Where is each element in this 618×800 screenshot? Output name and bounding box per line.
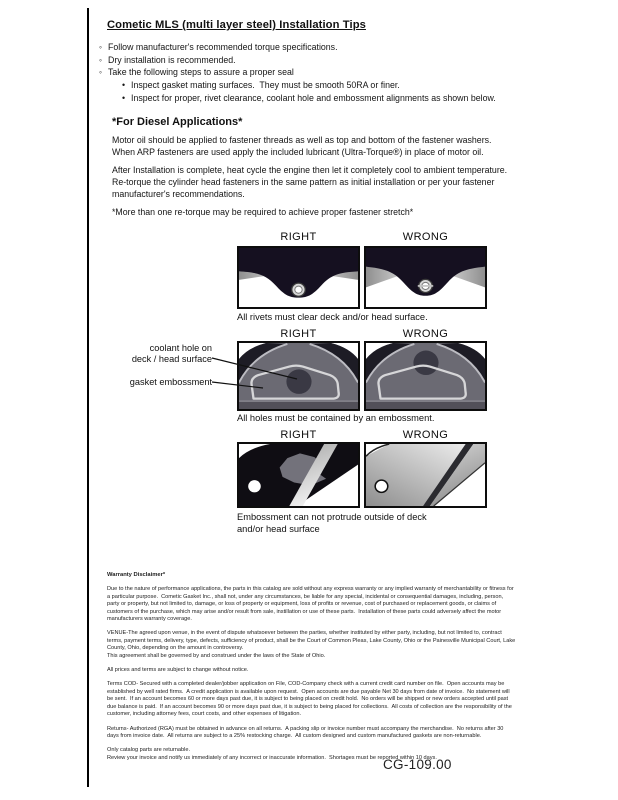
returnable-line: Only catalog parts are returnable. [107, 747, 191, 754]
bullet-circle-icon: ◦ [99, 54, 103, 65]
list-item-text: Follow manufacturer's recommended torque specifications. [108, 42, 338, 52]
left-rule-divider [87, 8, 89, 787]
rivet-clear-diagram-icon [239, 248, 358, 307]
row2-caption: All holes must be contained by an embossment. [237, 413, 435, 423]
caption-line: and/or head surface [237, 523, 320, 534]
bullet-dot-icon: • [122, 92, 126, 103]
diagram-protrusion-right-panel [237, 442, 360, 508]
returns-paragraph: Returns- Authorized (RGA) must be obtained in advance on all returns. A packing slip or invoice number must accompany the merchandise. No returns after 30 days from invoice date. All returns are subject to a 25% restocking charge. All custom designed and custom manufactured gaskets are non-returnable. [107, 725, 505, 739]
leader-lines-icon [209, 350, 305, 395]
diagram-rivet-right-panel [237, 246, 360, 309]
wrong-label-row1: WRONG [402, 231, 449, 243]
annotation-text: deck / head surface [131, 353, 212, 364]
embossment-outside-deck-icon [366, 444, 485, 506]
bullet-dot-icon: • [122, 80, 126, 91]
row3-caption [237, 512, 507, 535]
review-invoice-line: Review your invoice and notify us immediately of any incorrect or inaccurate information. Shortages must be reported within 10 days. [107, 754, 437, 761]
gasket-embossment-annotation: gasket embossment [129, 377, 212, 387]
warranty-disclaimer-heading: Warranty Disclaimer* [107, 572, 166, 578]
venue-paragraph: VENUE-The agreed upon venue, in the event of dispute whatsoever between the parties, whether instituted by either party, including, but not limited to, contract terms, payment terms, delivery, type, defects, sufficiency of product, shall be the Court of Common Pleas, Lake County, Ohio or the Painesville Municipal Court, Lake County, Ohio, depending on the amount in controversy. [107, 630, 517, 652]
prices-terms-line: All prices and terms are subject to change without notice. [107, 667, 249, 674]
list-item-text: Dry installation is recommended. [108, 54, 236, 65]
diagram-protrusion-wrong-panel [364, 442, 487, 508]
right-label-row3: RIGHT [280, 429, 317, 441]
list-item-text: Inspect gasket mating surfaces. They must be smooth 50RA or finer. [131, 80, 400, 91]
coolant-hole-annotation [108, 343, 212, 364]
right-label-row1: RIGHT [280, 231, 317, 243]
diesel-paragraph-1: Motor oil should be applied to fastener threads as well as top and bottom of the fastener washers. When ARP fasteners are used apply the included lubricant (Ultra-Torque®) in place of motor oil. [112, 135, 494, 157]
diagram-rivet-wrong-panel [364, 246, 487, 309]
right-label-row2: RIGHT [280, 328, 317, 340]
wrong-label-row3: WRONG [402, 429, 449, 441]
diesel-paragraph-2: After Installation is complete, heat cycle the engine then let it completely cool to ambient temperature. Re-torque the cylinder head fasteners in the same pattern as initial installation or per your fastener manufacturer's recommendations. [112, 165, 510, 199]
page-title: Cometic MLS (multi layer steel) Installation Tips [107, 19, 366, 31]
diesel-applications-heading: *For Diesel Applications* [112, 116, 243, 128]
bullet-circle-icon: ◦ [99, 67, 103, 78]
row1-caption: All rivets must clear deck and/or head surface. [237, 312, 428, 322]
list-item [99, 79, 529, 92]
governing-law-line: This agreement shall be governed by and construed under the laws of the State of Ohio. [107, 652, 326, 659]
list-item [99, 92, 529, 105]
list-item [99, 54, 529, 67]
embossment-inside-deck-icon [239, 444, 358, 506]
legal-fine-print [107, 572, 516, 769]
list-item [99, 66, 529, 79]
diesel-retorque-note: *More than one re-torque may be required to achieve proper fastener stretch* [112, 207, 414, 217]
annotation-text: coolant hole on [149, 343, 212, 353]
hole-outside-embossment-icon [366, 343, 485, 409]
caption-line: Embossment can not protrude outside of deck [237, 512, 427, 522]
diagram-embossment-wrong-panel [364, 341, 487, 411]
bullet-circle-icon: ◦ [99, 42, 103, 52]
page-code: CG-109.00 [383, 757, 452, 772]
terms-cod-paragraph: Terms COD- Secured with a completed dealer/jobber application on File, COD-Company check with a current credit card number on file. Open accounts may be established by well rated firms. A credit application is available upon request. Open accounts are due payable Net 30 days from date of invoice. No statement will be sent. If an account becomes 60 or more days past due, it is subject to being placed on credit hold. No orders will be shipped or new orders accepted until past due balance is paid. If an account becomes 90 or more days past due, it is subject to being placed for collections. All costs of collection are the responsibility of the customer, including attorney fees, court costs, and other expenses of litigation. [107, 681, 514, 718]
installation-tips-list [99, 41, 529, 105]
list-item [99, 41, 529, 54]
list-item-text: Inspect for proper, rivet clearance, coolant hole and embossment alignments as shown below. [131, 92, 496, 103]
wrong-label-row2: WRONG [402, 328, 449, 340]
list-item-text: Take the following steps to assure a proper seal [108, 67, 294, 78]
rivet-blocked-diagram-icon [366, 248, 485, 307]
warranty-paragraph: Due to the nature of performance applications, the parts in this catalog are sold without any express warranty or any implied warranty of merchantability or fitness for a particular purpose. Cometic Gasket Inc., shall not, under any circumstances, be liable for any special, incidental or consequential damages, including, person, party or property, but not limited to, damage, or loss of property or equipment, loss of profits or revenue, cost of purchased or replacement goods, or claims of customers of the purchase, which may arise and/or result from sale, instillation or use of these parts. Installation of these parts could adversely affect the motor manufacturers warranty coverage. [107, 586, 516, 623]
